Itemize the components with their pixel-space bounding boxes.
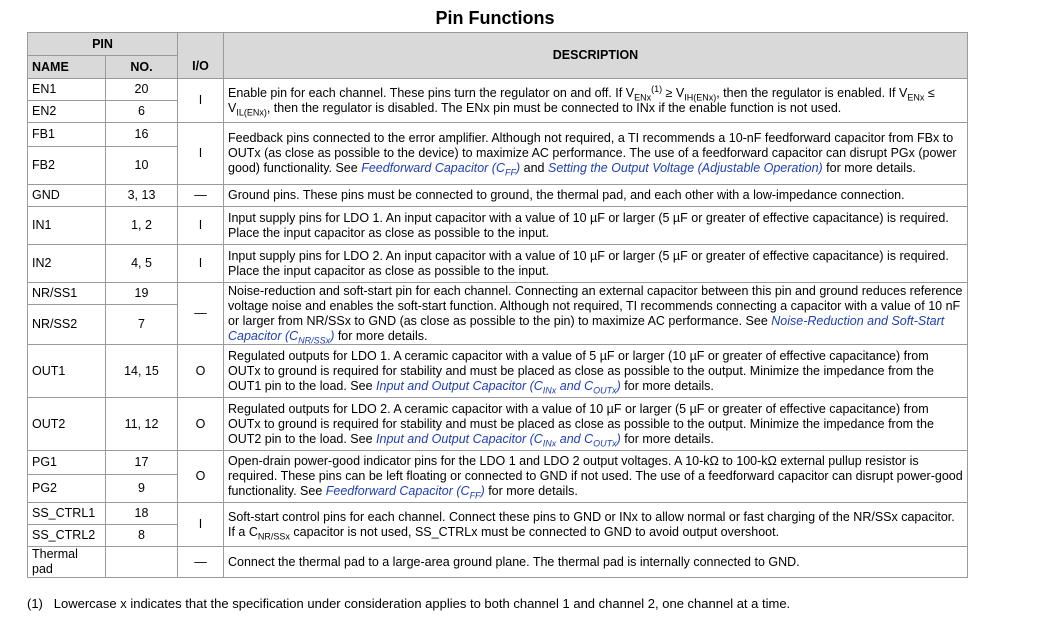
table-row [28,345,968,398]
pin-name: IN1 [28,207,106,245]
pin-number [106,547,178,578]
pin-description: Feedback pins connected to the error amplifier. Although not required, a TI recommends a 10-nF feedforward capacitor from FBx to OUTx (as close as possible to the device) to maximize AC performance. The use of a feedforward capacitor can disrupt PGx (power good) functionality. See Feedforward Capacitor $(C_{FF})$ and Setting the Output Voltage (Adjustable Operation) for more details. [224,123,968,185]
pin-number: 9 [106,475,178,503]
pin-name: FB2 [28,147,106,185]
table-row [28,451,968,475]
link-feedforward-capacitor[interactable]: Feedforward Capacitor $(C_{FF})$ [361,161,521,178]
pin-number: 16 [106,123,178,147]
table-row [28,245,968,283]
pin-description: Open-drain power-good indicator pins for the LDO 1 and LDO 2 output voltages. A 10-kΩ to 100-kΩ external pullup resistor is required. These pins can be left floating or connected to GND if not used. The use of a feedforward capacitor can disrupt power-good functionality. See Feedforward Capacitor $(C_{FF})$ for more details. [224,451,968,503]
link-input-output-capacitor[interactable]: Input and Output Capacitor ($C_{INx}$ and $C_{OUTx}$) [376,378,621,395]
pin-io: O [178,345,224,398]
link-setting-output-voltage[interactable]: Setting the Output Voltage (Adjustable Operation) [547,161,823,175]
pin-io: I [178,207,224,245]
pin-number: 6 [106,101,178,123]
pin-number: 14, 15 [106,345,178,398]
table-row [28,185,968,207]
header-no: NO. [106,56,178,79]
pin-io: — [178,547,224,578]
table-row [28,398,968,451]
pin-description: Soft-start control pins for each channel. Connect these pins to GND or INx to allow normal or fast charging of the NR/SSx capacitor. If a $C_{NR/SSx}$ capacitor is not used, SS_CTRLx must be connected to GND to avoid output overshoot. [224,503,968,547]
pin-name: GND [28,185,106,207]
pin-number: 10 [106,147,178,185]
pin-io: O [178,398,224,451]
pin-io: I [178,79,224,123]
pin-io: I [178,503,224,547]
pin-description: Regulated outputs for LDO 1. A ceramic capacitor with a value of 5 µF or larger (10 µF or greater of effective capacitance) from OUTx to ground is required for stability and must be placed as close as possible to the output. Minimize the impedance from the OUT1 pin to the load. See Input and Output Capacitor ($C_{INx}$ and $C_{OUTx}$) for more details. [224,345,968,398]
pin-name: SS_CTRL2 [28,525,106,547]
pin-number: 18 [106,503,178,525]
pin-io: — [178,185,224,207]
pin-name: OUT2 [28,398,106,451]
link-noise-reduction-capacitor[interactable]: Noise-Reduction and Soft-Start Capacitor $(C_{NR/SSx})$ [228,313,945,345]
pin-name: NR/SS2 [28,305,106,345]
table-row [28,79,968,101]
link-feedforward-capacitor[interactable]: Feedforward Capacitor $(C_{FF})$ [325,484,485,501]
pin-name: PG2 [28,475,106,503]
pin-name: EN1 [28,79,106,101]
pin-number: 20 [106,79,178,101]
pin-io: I [178,123,224,185]
pin-name: IN2 [28,245,106,283]
pin-description: Input supply pins for LDO 1. An input capacitor with a value of 10 µF or larger (5 µF or greater of effective capacitance) is required. Place the input capacitor as close as possible to the input. [224,207,968,245]
table-row [28,123,968,147]
pin-description: Enable pin for each channel. These pins turn the regulator on and off. If $V_{ENx}^{(1)} \ge V_{IH(ENx)}$, then the regulator is enabled. If $V_{ENx} \le V_{IL(ENx)}$, then the regulator is disabled. The ENx pin must be connected to INx if the enable function is not used. [224,79,968,123]
footnote [27,596,790,611]
pin-name: PG1 [28,451,106,475]
pin-name: EN2 [28,101,106,123]
pin-description: Input supply pins for LDO 2. An input capacitor with a value of 10 µF or larger (5 µF or greater of effective capacitance) is required. Place the input capacitor as close as possible to the input. [224,245,968,283]
pin-description: Ground pins. These pins must be connected to ground, the thermal pad, and each other with a low-impedance connection. [224,185,968,207]
pin-number: 17 [106,451,178,475]
pin-io: — [178,283,224,345]
pin-name: Thermal pad [28,547,106,578]
table-row [28,503,968,525]
header-name: NAME [28,56,106,79]
pin-name: FB1 [28,123,106,147]
pin-name: SS_CTRL1 [28,503,106,525]
pin-description: Connect the thermal pad to a large-area ground plane. The thermal pad is internally connected to GND. [224,547,968,578]
pin-number: 3, 13 [106,185,178,207]
pin-number: 1, 2 [106,207,178,245]
pin-number: 8 [106,525,178,547]
pin-number: 19 [106,283,178,305]
pin-name: NR/SS1 [28,283,106,305]
pin-name: OUT1 [28,345,106,398]
footnote-text: Lowercase x indicates that the specification under consideration applies to both channel 1 and channel 2, one channel at a time. [53,596,791,611]
link-input-output-capacitor[interactable]: Input and Output Capacitor ($C_{INx}$ and $C_{OUTx}$) [376,431,621,448]
pin-number: 7 [106,305,178,345]
header-description: DESCRIPTION [224,33,968,79]
pin-io: O [178,451,224,503]
table-row [28,547,968,578]
pin-description: Noise-reduction and soft-start pin for each channel. Connecting an external capacitor between this pin and ground reduces reference voltage noise and enables the soft-start function. Although not required, TI recommends connecting a capacitor with a value of 10 nF or larger from NR/SSx to GND (as close as possible to the pin) to maximize AC performance. See Noise-Reduction and Soft-Start Capacitor $(C_{NR/SSx})$ for more details. [224,283,968,345]
pin-functions-table [27,32,968,578]
header-io: I/O [178,33,224,79]
header-pin: PIN [28,33,178,56]
pin-description: Regulated outputs for LDO 2. A ceramic capacitor with a value of 10 µF or larger (5 µF or greater of effective capacitance) from OUTx to ground is required for stability and must be placed as close as possible to the output. Minimize the impedance from the OUT2 pin to the load. See Input and Output Capacitor ($C_{INx}$ and $C_{OUTx}$) for more details. [224,398,968,451]
pin-io: I [178,245,224,283]
table-row [28,207,968,245]
table-row [28,283,968,305]
page-title: Pin Functions [435,8,555,28]
pin-number: 4, 5 [106,245,178,283]
footnote-marker: (1) [27,596,43,611]
pin-number: 11, 12 [106,398,178,451]
